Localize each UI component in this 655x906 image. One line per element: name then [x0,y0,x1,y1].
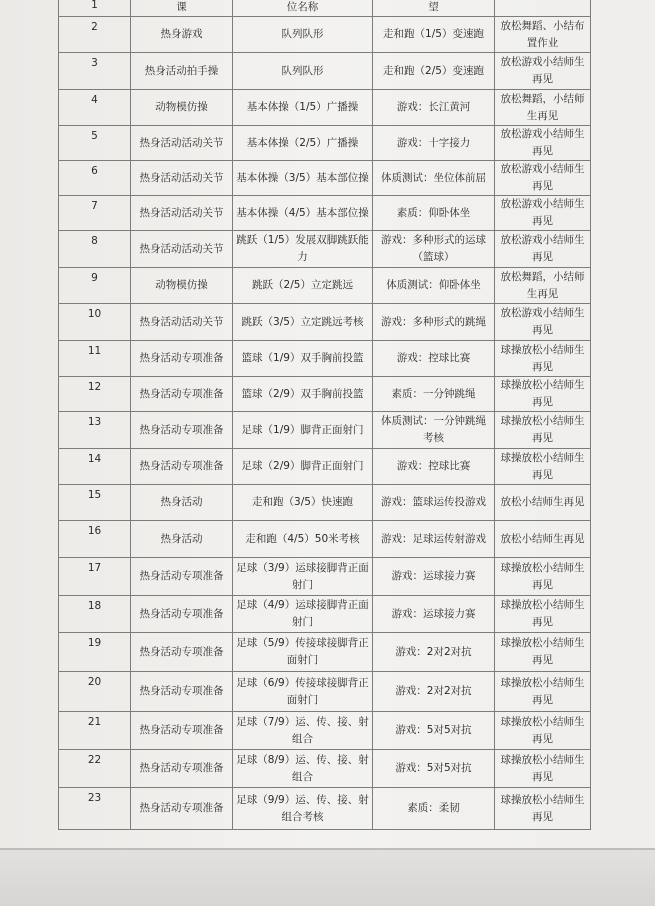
cell-game: 游戏：5对5对抗 [373,750,495,788]
cell-warmup: 热身活动专项准备 [131,558,233,596]
cell-game: 游戏：控球比赛 [373,341,495,377]
table-row [59,449,591,485]
cell-number: 16 [59,521,131,558]
cell-warmup: 热身活动活动关节 [131,196,233,231]
cell-number: 17 [59,558,131,596]
cell-number: 5 [59,126,131,161]
cell-basic-content: 队列队形 [233,17,373,53]
cell-warmup: 动物模仿操 [131,268,233,304]
cell-game: 游戏：运球接力赛 [373,558,495,596]
cell-basic-content: 篮球（1/9）双手胸前投篮 [233,341,373,377]
cell-number: 22 [59,750,131,788]
lesson-schedule-table [58,0,591,830]
cell-ending: 放松舞蹈，小结师生再见 [495,90,591,126]
cell-basic-content: 篮球（2/9）双手胸前投篮 [233,377,373,412]
cell-basic-content: 位名称 [233,0,373,17]
cell-basic-content: 足球（7/9）运、传、接、射组合 [233,712,373,750]
cell-basic-content: 基本体操（2/5）广播操 [233,126,373,161]
cell-ending: 球操放松小结师生再见 [495,672,591,712]
cell-number: 7 [59,196,131,231]
cell-game: 游戏：2对2对抗 [373,633,495,672]
cell-game: 游戏：足球运传射游戏 [373,521,495,558]
cell-number: 11 [59,341,131,377]
cell-ending: 放松小结师生再见 [495,521,591,558]
cell-basic-content: 足球（6/9）传接球接脚背正面射门 [233,672,373,712]
cell-basic-content: 足球（4/9）运球接脚背正面射门 [233,596,373,633]
desk-surface [0,850,655,906]
cell-ending: 放松游戏小结师生再见 [495,53,591,90]
cell-basic-content: 足球（2/9）脚背正面射门 [233,449,373,485]
cell-number: 23 [59,788,131,830]
table-row [59,485,591,521]
cell-ending: 球操放松小结师生再见 [495,633,591,672]
cell-number: 13 [59,412,131,449]
cell-game: 游戏：运球接力赛 [373,596,495,633]
table-row [59,596,591,633]
cell-number: 18 [59,596,131,633]
cell-warmup: 热身活动专项准备 [131,341,233,377]
cell-warmup: 热身活动专项准备 [131,788,233,830]
table-row [59,412,591,449]
table-row [59,558,591,596]
cell-number: 1 [59,0,131,17]
cell-game: 体质测试：仰卧体坐 [373,268,495,304]
cell-number: 10 [59,304,131,341]
cell-ending: 球操放松小结师生再见 [495,412,591,449]
cell-ending: 放松小结师生再见 [495,485,591,521]
cell-game: 游戏：十字接力 [373,126,495,161]
cell-ending: 球操放松小结师生再见 [495,341,591,377]
cell-number: 21 [59,712,131,750]
cell-warmup: 热身活动专项准备 [131,712,233,750]
cell-number: 12 [59,377,131,412]
cell-warmup: 热身活动拍手操 [131,53,233,90]
cell-ending: 放松游戏小结师生再见 [495,161,591,196]
cell-number: 20 [59,672,131,712]
table-row [59,231,591,268]
cell-ending: 球操放松小结师生再见 [495,712,591,750]
table-row [59,672,591,712]
cell-game: 游戏：5对5对抗 [373,712,495,750]
table-row [59,196,591,231]
cell-warmup: 热身活动专项准备 [131,750,233,788]
cell-warmup: 热身活动专项准备 [131,449,233,485]
cell-number: 2 [59,17,131,53]
cell-number: 8 [59,231,131,268]
cell-ending: 放松游戏小结师生再见 [495,126,591,161]
cell-ending: 放松游戏小结师生再见 [495,196,591,231]
table-row [59,341,591,377]
cell-warmup: 热身游戏 [131,17,233,53]
cell-basic-content: 跳跃（3/5）立定跳远考核 [233,304,373,341]
table-row [59,53,591,90]
cell-ending: 球操放松小结师生再见 [495,377,591,412]
table-row [59,377,591,412]
cell-warmup: 热身活动活动关节 [131,231,233,268]
cell-game: 走和跑（2/5）变速跑 [373,53,495,90]
cell-game: 游戏：篮球运传投游戏 [373,485,495,521]
cell-ending: 放松游戏小结师生再见 [495,231,591,268]
cell-ending: 放松舞蹈，小结师生再见 [495,268,591,304]
cell-number: 19 [59,633,131,672]
cell-basic-content: 队列队形 [233,53,373,90]
table-row [59,712,591,750]
cell-warmup: 热身活动专项准备 [131,596,233,633]
cell-ending: 放松舞蹈、小结布置作业 [495,17,591,53]
cell-game: 望 [373,0,495,17]
cell-warmup: 热身活动专项准备 [131,672,233,712]
cell-warmup: 动物模仿操 [131,90,233,126]
cell-ending: 球操放松小结师生再见 [495,596,591,633]
cell-game: 游戏：多种形式的跳绳 [373,304,495,341]
cell-warmup: 热身活动活动关节 [131,126,233,161]
cell-basic-content: 足球（1/9）脚背正面射门 [233,412,373,449]
cell-basic-content: 足球（8/9）运、传、接、射组合 [233,750,373,788]
table-row [59,268,591,304]
table-row [59,161,591,196]
cell-basic-content: 基本体操（1/5）广播操 [233,90,373,126]
cell-warmup: 热身活动活动关节 [131,161,233,196]
table-row-header [59,0,591,17]
cell-basic-content: 足球（3/9）运球接脚背正面射门 [233,558,373,596]
cell-basic-content: 跳跃（2/5）立定跳远 [233,268,373,304]
cell-number: 4 [59,90,131,126]
cell-game: 素质：一分钟跳绳 [373,377,495,412]
cell-warmup: 热身活动专项准备 [131,412,233,449]
cell-basic-content: 足球（9/9）运、传、接、射组合考核 [233,788,373,830]
cell-game: 体质测试：一分钟跳绳考核 [373,412,495,449]
cell-ending: 放松游戏小结师生再见 [495,304,591,341]
cell-game: 素质：柔韧 [373,788,495,830]
cell-game: 游戏：2对2对抗 [373,672,495,712]
cell-basic-content: 足球（5/9）传接球接脚背正面射门 [233,633,373,672]
table-row [59,633,591,672]
table-row [59,90,591,126]
cell-game: 体质测试：坐位体前屈 [373,161,495,196]
cell-basic-content: 走和跑（4/5）50米考核 [233,521,373,558]
cell-game: 游戏：长江黄河 [373,90,495,126]
cell-game: 素质：仰卧体坐 [373,196,495,231]
cell-number: 15 [59,485,131,521]
cell-warmup: 热身活动专项准备 [131,633,233,672]
table-row [59,17,591,53]
table-row [59,750,591,788]
cell-warmup: 热身活动 [131,521,233,558]
cell-ending: 球操放松小结师生再见 [495,750,591,788]
table-row [59,788,591,830]
cell-number: 9 [59,268,131,304]
cell-warmup: 热身活动专项准备 [131,377,233,412]
table-row [59,521,591,558]
cell-warmup: 课 [131,0,233,17]
cell-warmup: 热身活动 [131,485,233,521]
cell-ending [495,0,591,17]
cell-number: 3 [59,53,131,90]
cell-basic-content: 基本体操（4/5）基本部位操 [233,196,373,231]
cell-basic-content: 基本体操（3/5）基本部位操 [233,161,373,196]
cell-ending: 球操放松小结师生再见 [495,788,591,830]
table-row [59,126,591,161]
cell-ending: 球操放松小结师生再见 [495,558,591,596]
table-row [59,304,591,341]
cell-basic-content: 跳跃（1/5）发展双脚跳跃能力 [233,231,373,268]
cell-game: 游戏：控球比赛 [373,449,495,485]
cell-game: 走和跑（1/5）变速跑 [373,17,495,53]
cell-number: 14 [59,449,131,485]
cell-ending: 球操放松小结师生再见 [495,449,591,485]
cell-warmup: 热身活动活动关节 [131,304,233,341]
table-body [59,0,591,830]
cell-number: 6 [59,161,131,196]
cell-basic-content: 走和跑（3/5）快速跑 [233,485,373,521]
cell-game: 游戏：多种形式的运球（篮球） [373,231,495,268]
